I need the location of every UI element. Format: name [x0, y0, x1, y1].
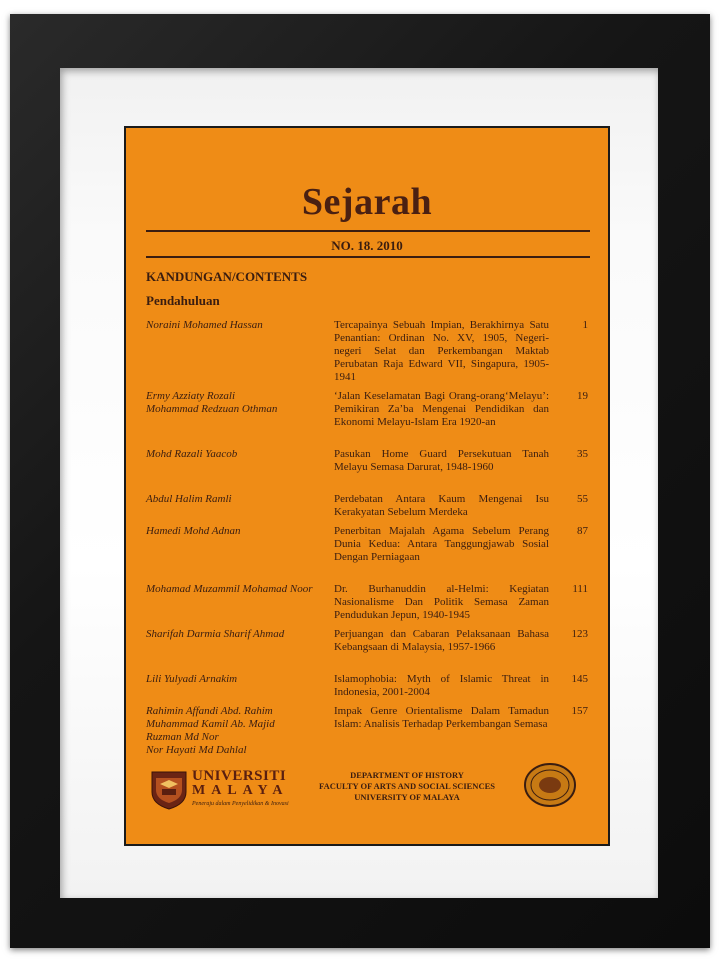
entry-page: 157 [571, 705, 588, 717]
dept-line-2: FACULTY OF ARTS AND SOCIAL SCIENCES [319, 781, 495, 791]
entry-page: 19 [577, 390, 588, 402]
department-info [302, 770, 512, 803]
entry-author: Mohamad Muzammil Mohamad Noor [146, 583, 313, 595]
journal-title: Sejarah [301, 181, 433, 223]
entry-page: 1 [582, 319, 588, 331]
dept-line-3: UNIVERSITY OF MALAYA [354, 792, 460, 802]
university-logo [150, 768, 320, 818]
entry-title: Penerbitan Majalah Agama Sebelum Perang Dunia Kedua: Antara Tanggungjawab Sosial Dengan Perniagaan [334, 525, 549, 563]
entry-page: 145 [571, 673, 588, 685]
contents-heading: KANDUNGAN/CONTENTS [146, 269, 308, 284]
entry-author: Abdul Halim Ramli [146, 493, 232, 505]
entry-author: Hamedi Mohd Adnan [146, 525, 241, 537]
section-heading: Pendahuluan [146, 293, 220, 308]
title-rule-top [146, 230, 590, 232]
dept-line-1: DEPARTMENT OF HISTORY [350, 770, 464, 780]
title-rule-bottom [146, 256, 590, 258]
entry-title: Dr. Burhanuddin al-Helmi: Kegiatan Nasionalisme Dan Politik Semasa Zaman Pendudukan Jepun, 1940-1945 [334, 583, 549, 621]
university-tagline: Peneraju dalam Penyelidikan & Inovasi [192, 801, 289, 807]
entry-page: 111 [572, 583, 588, 595]
journal-cover [124, 126, 610, 846]
entry-author: Rahimin Affandi Abd. Rahim Muhammad Kamil Ab. Majid Ruzman Md Nor Nor Hayati Md Dahlal [146, 705, 275, 756]
entry-page: 55 [577, 493, 588, 505]
entry-title: Pasukan Home Guard Persekutuan Tanah Melayu Semasa Darurat, 1948-1960 [334, 448, 549, 473]
entry-title: Perjuangan dan Cabaran Pelaksanaan Bahasa Kebangsaan di Malaysia, 1957-1966 [334, 628, 549, 653]
entry-author: Noraini Mohamed Hassan [146, 319, 263, 331]
entry-title: Tercapainya Sebuah Impian, Berakhirnya Satu Penantian: Ordinan No. XV, 1905, Negeri-negeri Selat dan Perkembangan Maktab Perubatan Raja Edward VII, Singapura, 1905-1941 [334, 319, 549, 383]
university-name-line1: UNIVERSITI [192, 768, 287, 784]
entry-title: ‘Jalan Keselamatan Bagi Orang-orang‘Melayu’: Pemikiran Za’ba Mengenai Pendidikan dan Ekonomi Melayu-Islam Era 1920-an [334, 390, 549, 428]
entry-page: 87 [577, 525, 588, 537]
entry-page: 123 [571, 628, 588, 640]
entry-page: 35 [577, 448, 588, 460]
entry-title: Perdebatan Antara Kaum Mengenai Isu Kerakyatan Sebelum Merdeka [334, 493, 549, 518]
entry-author: Ermy Azziaty Rozali Mohammad Redzuan Othman [146, 390, 278, 415]
entry-author: Sharifah Darmia Sharif Ahmad [146, 628, 285, 640]
entry-author: Mohd Razali Yaacob [146, 448, 238, 460]
department-seal-icon [524, 762, 576, 808]
university-crest-icon [150, 770, 188, 810]
university-name-line2: MALAYA [192, 783, 289, 798]
entry-author: Lili Yulyadi Arnakim [146, 673, 238, 685]
entry-title: Islamophobia: Myth of Islamic Threat in Indonesia, 2001-2004 [334, 673, 549, 698]
issue-number: NO. 18. 2010 [331, 238, 403, 253]
entry-title: Impak Genre Orientalisme Dalam Tamadun Islam: Analisis Terhadap Perkembangan Semasa [334, 705, 549, 730]
